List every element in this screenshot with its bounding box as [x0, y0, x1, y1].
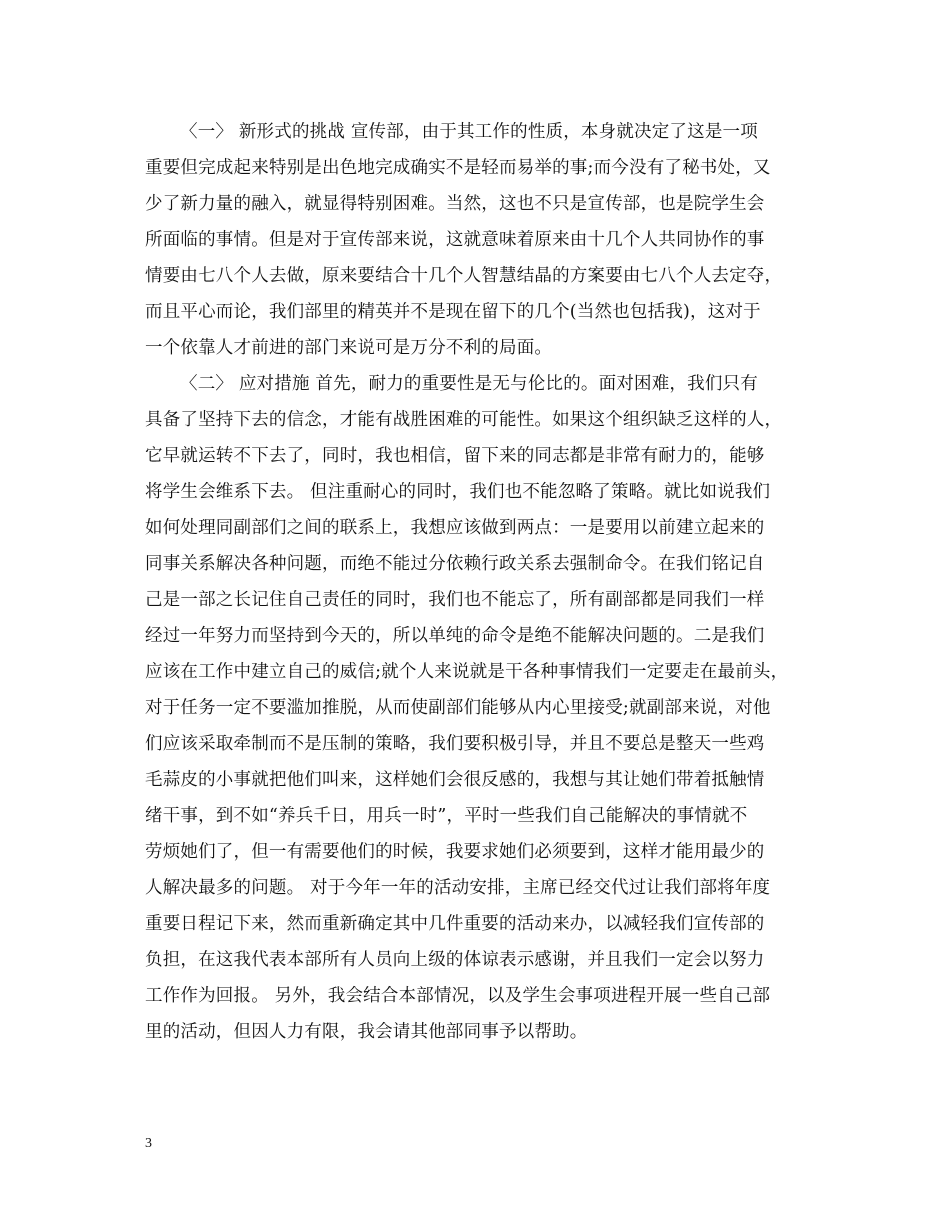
- text-line: 对于任务一定不要滥加推脱，从而使副部们能够从内心里接受;就副部来说，对他: [145, 698, 771, 718]
- text-line: 己是一部之长记住自己责任的同时，我们也不能忘了，所有副部都是同我们一样: [145, 590, 765, 610]
- text-line: 们应该采取牵制而不是压制的策略，我们要积极引导，并且不要总是整天一些鸡: [145, 734, 765, 754]
- text-line: 〈二〉 应对措施 首先，耐力的重要性是无与伦比的。面对困难，我们只有: [180, 374, 758, 394]
- page-number: 3: [145, 1136, 152, 1151]
- text-line: 重要日程记下来，然而重新确定其中几件重要的活动来办，以减轻我们宣传部的: [145, 914, 765, 934]
- text-line: 同事关系解决各种问题，而绝不能过分依赖行政关系去强制命令。在我们铭记自: [145, 554, 765, 574]
- text-line: 一个依靠人才前进的部门来说可是万分不利的局面。: [145, 338, 553, 358]
- text-line: 〈一〉 新形式的挑战 宣传部，由于其工作的性质，本身就决定了这是一项: [180, 122, 758, 142]
- text-line: 里的活动，但因人力有限，我会请其他部同事予以帮助。: [145, 1022, 588, 1042]
- text-line: 如何处理同副部们之间的联系上，我想应该做到两点：一是要用以前建立起来的: [145, 518, 765, 538]
- text-line: 人解决最多的问题。 对于今年一年的活动安排，主席已经交代过让我们部将年度: [145, 878, 771, 898]
- text-line: 工作作为回报。 另外，我会结合本部情况，以及学生会事项进程开展一些自己部: [145, 986, 771, 1006]
- text-line: 少了新力量的融入，就显得特别困难。当然，这也不只是宣传部，也是院学生会: [145, 194, 765, 214]
- text-line: 它早就运转不下去了，同时，我也相信，留下来的同志都是非常有耐力的，能够: [145, 446, 765, 466]
- text-line: 而且平心而论，我们部里的精英并不是现在留下的几个(当然也包括我)，这对于: [145, 302, 761, 322]
- text-line: 负担，在这我代表本部所有人员向上级的体谅表示感谢，并且我们一定会以努力: [145, 950, 765, 970]
- text-line: 将学生会维系下去。 但注重耐心的同时，我们也不能忽略了策略。就比如说我们: [145, 482, 771, 502]
- text-line: 重要但完成起来特别是出色地完成确实不是轻而易举的事;而今没有了秘书处，又: [145, 158, 771, 178]
- text-line: 情要由七八个人去做，原来要结合十几个人智慧结晶的方案要由七八个人去定夺，: [145, 266, 783, 286]
- text-line: 所面临的事情。但是对于宣传部来说，这就意味着原来由十几个人共同协作的事: [145, 230, 765, 250]
- text-line: 具备了坚持下去的信念，才能有战胜困难的可能性。如果这个组织缺乏这样的人，: [145, 410, 783, 430]
- text-line: 应该在工作中建立自己的威信;就个人来说就是干各种事情我们一定要走在最前头，: [145, 662, 789, 682]
- text-line: 劳烦她们了，但一有需要他们的时候，我要求她们必须要到，这样才能用最少的: [145, 842, 765, 862]
- text-line: 经过一年努力而坚持到今天的，所以单纯的命令是绝不能解决问题的。二是我们: [145, 626, 765, 646]
- text-line: 绪干事，到不如“养兵千日，用兵一时”，平时一些我们自己能解决的事情就不: [145, 806, 748, 826]
- text-line: 毛蒜皮的小事就把他们叫来，这样她们会很反感的，我想与其让她们带着抵触情: [145, 770, 765, 790]
